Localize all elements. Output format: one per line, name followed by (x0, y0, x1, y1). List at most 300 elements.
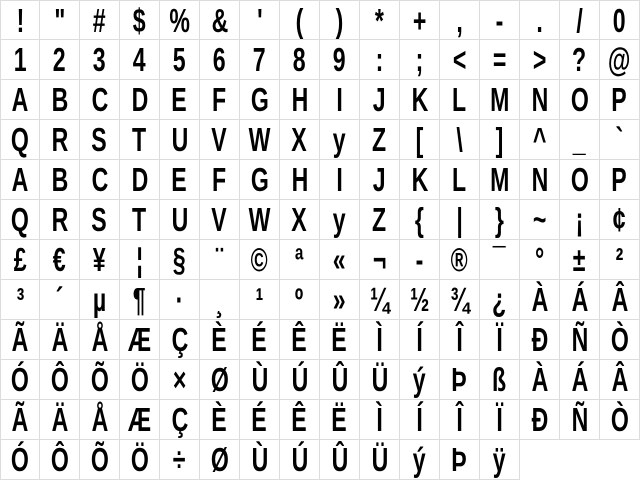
glyph: E (171, 161, 188, 198)
charmap-cell[interactable] (160, 320, 200, 360)
charmap-cell[interactable] (240, 160, 280, 200)
glyph: É (251, 321, 268, 358)
glyph: ) (335, 2, 344, 39)
charmap-cell[interactable] (120, 400, 160, 440)
charmap-cell[interactable] (160, 240, 200, 280)
charmap-cell[interactable] (320, 160, 360, 200)
charmap-cell[interactable] (480, 200, 520, 240)
glyph: C (91, 81, 108, 118)
glyph: Â (611, 281, 628, 318)
charmap-cell[interactable] (320, 240, 360, 280)
charmap-cell[interactable] (360, 240, 400, 280)
charmap-cell[interactable] (200, 400, 240, 440)
charmap-cell[interactable] (560, 280, 600, 320)
glyph: Q (11, 201, 29, 238)
charmap-cell[interactable] (480, 40, 520, 80)
glyph: ¹ (255, 281, 264, 318)
charmap-cell[interactable] (600, 400, 640, 440)
glyph: Z (372, 201, 387, 238)
glyph: N (531, 161, 548, 198)
charmap-cell[interactable] (280, 320, 320, 360)
charmap-cell[interactable] (200, 0, 240, 40)
charmap-cell[interactable] (240, 280, 280, 320)
charmap-cell[interactable] (600, 320, 640, 360)
charmap-cell[interactable] (320, 200, 360, 240)
charmap-cell[interactable] (600, 240, 640, 280)
glyph: Ó (11, 441, 29, 478)
charmap-cell[interactable] (0, 280, 40, 320)
charmap-cell[interactable] (600, 200, 640, 240)
charmap-cell[interactable] (360, 360, 400, 400)
glyph: K (411, 81, 428, 118)
glyph: B (51, 161, 68, 198)
charmap-cell[interactable] (360, 400, 400, 440)
glyph: 4 (133, 41, 146, 78)
glyph: Q (11, 121, 29, 158)
charmap-cell[interactable] (200, 80, 240, 120)
charmap-cell[interactable] (360, 0, 400, 40)
charmap-cell[interactable] (280, 0, 320, 40)
charmap-cell[interactable] (400, 120, 440, 160)
charmap-cell[interactable] (320, 80, 360, 120)
glyph: Æ (127, 401, 152, 438)
glyph: [ (415, 121, 424, 158)
charmap-cell[interactable] (240, 80, 280, 120)
glyph: Ú (291, 441, 308, 478)
charmap-cell[interactable] (280, 200, 320, 240)
glyph: Ì (376, 401, 383, 438)
charmap-cell[interactable] (560, 40, 600, 80)
charmap-cell[interactable] (440, 320, 480, 360)
glyph: 5 (173, 41, 186, 78)
charmap-cell[interactable] (0, 40, 40, 80)
charmap-cell[interactable] (280, 400, 320, 440)
glyph: M (489, 161, 510, 198)
charmap-cell[interactable] (320, 320, 360, 360)
charmap-cell[interactable] (80, 0, 120, 40)
glyph: Ü (371, 361, 388, 398)
charmap-cell[interactable] (240, 120, 280, 160)
glyph: . (536, 2, 543, 39)
glyph: ® (450, 241, 469, 278)
charmap-cell[interactable] (280, 280, 320, 320)
glyph: ½ (409, 281, 430, 318)
charmap-cell[interactable] (360, 80, 400, 120)
charmap-cell[interactable] (40, 160, 80, 200)
charmap-cell[interactable] (40, 240, 80, 280)
charmap-cell[interactable] (600, 40, 640, 80)
charmap-cell[interactable] (160, 200, 200, 240)
charmap-cell[interactable] (40, 120, 80, 160)
charmap-cell[interactable] (120, 80, 160, 120)
charmap-cell[interactable] (520, 80, 560, 120)
charmap-cell[interactable] (40, 40, 80, 80)
glyph: Ê (291, 321, 308, 358)
charmap-cell[interactable] (440, 120, 480, 160)
glyph: = (492, 41, 507, 78)
charmap-cell[interactable] (160, 160, 200, 200)
charmap-cell[interactable] (200, 200, 240, 240)
glyph: C (91, 161, 108, 198)
glyph: Ð (531, 401, 548, 438)
glyph: ¦ (136, 241, 143, 278)
glyph: @ (608, 41, 631, 78)
glyph: ³ (16, 281, 24, 318)
charmap-cell[interactable] (360, 280, 400, 320)
glyph: ÿ (493, 441, 506, 478)
charmap-cell[interactable] (160, 80, 200, 120)
charmap-cell[interactable] (0, 320, 40, 360)
charmap-cell[interactable] (200, 440, 240, 480)
charmap-cell[interactable] (400, 80, 440, 120)
glyph: Ô (50, 441, 69, 478)
charmap-cell[interactable] (320, 440, 360, 480)
glyph: > (532, 41, 547, 78)
charmap-cell[interactable] (320, 360, 360, 400)
charmap-cell[interactable] (80, 120, 120, 160)
charmap-cell[interactable] (160, 400, 200, 440)
charmap-cell[interactable] (120, 40, 160, 80)
charmap-cell[interactable] (560, 200, 600, 240)
charmap-cell[interactable] (560, 400, 600, 440)
glyph: 7 (253, 41, 266, 78)
charmap-cell[interactable] (0, 400, 40, 440)
charmap-cell[interactable] (240, 40, 280, 80)
glyph: § (173, 241, 186, 278)
charmap-cell[interactable] (80, 240, 120, 280)
charmap-cell[interactable] (160, 280, 200, 320)
charmap-cell[interactable] (200, 320, 240, 360)
empty-cell (560, 440, 600, 480)
charmap-cell[interactable] (80, 280, 120, 320)
glyph: D (131, 161, 148, 198)
glyph: º (295, 281, 304, 318)
glyph: 3 (93, 41, 106, 78)
glyph: E (171, 81, 188, 118)
charmap-cell[interactable] (40, 440, 80, 480)
glyph: \ (456, 121, 463, 158)
glyph: Þ (451, 361, 468, 398)
charmap-cell[interactable] (0, 200, 40, 240)
glyph: Ç (171, 401, 188, 438)
charmap-cell[interactable] (200, 40, 240, 80)
charmap-cell[interactable] (320, 280, 360, 320)
charmap-cell[interactable] (400, 200, 440, 240)
glyph: ¸ (215, 281, 224, 318)
charmap-cell[interactable] (360, 120, 400, 160)
glyph: Æ (127, 321, 152, 358)
charmap-cell[interactable] (400, 400, 440, 440)
charmap-cell[interactable] (360, 440, 400, 480)
charmap-cell[interactable] (480, 440, 520, 480)
glyph: ' (256, 2, 263, 39)
charmap-cell[interactable] (360, 200, 400, 240)
glyph: Õ (90, 441, 109, 478)
charmap-cell[interactable] (560, 360, 600, 400)
glyph: ý (413, 441, 426, 478)
charmap-cell[interactable] (240, 0, 280, 40)
charmap-cell[interactable] (240, 320, 280, 360)
charmap-cell[interactable] (120, 320, 160, 360)
glyph: A (11, 161, 29, 198)
glyph: ß (492, 361, 507, 398)
charmap-cell[interactable] (600, 160, 640, 200)
glyph: ´ (55, 281, 64, 318)
glyph: 8 (293, 41, 306, 78)
charmap-cell[interactable] (480, 80, 520, 120)
charmap-cell[interactable] (480, 280, 520, 320)
charmap-cell[interactable] (600, 360, 640, 400)
glyph: ¨ (215, 241, 224, 278)
charmap-cell[interactable] (320, 120, 360, 160)
charmap-cell[interactable] (200, 240, 240, 280)
glyph: _ (573, 121, 586, 158)
glyph: / (576, 2, 583, 39)
charmap-cell[interactable] (200, 120, 240, 160)
glyph: ÷ (173, 441, 186, 478)
glyph: Z (372, 121, 387, 158)
charmap-cell[interactable] (440, 400, 480, 440)
glyph: Ø (210, 361, 229, 398)
glyph: { (415, 201, 424, 238)
glyph: Ð (531, 321, 548, 358)
charmap-cell[interactable] (520, 360, 560, 400)
charmap-cell[interactable] (440, 360, 480, 400)
charmap-cell[interactable] (520, 40, 560, 80)
charmap-cell[interactable] (400, 440, 440, 480)
charmap-cell[interactable] (440, 80, 480, 120)
charmap-cell[interactable] (440, 440, 480, 480)
charmap-cell[interactable] (280, 240, 320, 280)
charmap-cell[interactable] (560, 320, 600, 360)
charmap-cell[interactable] (440, 280, 480, 320)
charmap-cell[interactable] (480, 0, 520, 40)
charmap-cell[interactable] (240, 400, 280, 440)
charmap-cell[interactable] (520, 160, 560, 200)
glyph: ° (534, 241, 545, 278)
charmap-cell[interactable] (120, 280, 160, 320)
charmap-cell[interactable] (0, 240, 40, 280)
charmap-cell[interactable] (0, 160, 40, 200)
glyph: * (375, 2, 384, 39)
charmap-cell[interactable] (240, 440, 280, 480)
charmap-cell[interactable] (160, 40, 200, 80)
glyph: ¬ (372, 241, 387, 278)
charmap-cell[interactable] (0, 120, 40, 160)
charmap-cell[interactable] (520, 240, 560, 280)
charmap-cell[interactable] (400, 40, 440, 80)
charmap-cell[interactable] (600, 80, 640, 120)
glyph: ¼ (369, 281, 390, 318)
glyph: Ï (496, 401, 503, 438)
charmap-cell[interactable] (40, 80, 80, 120)
charmap-cell[interactable] (160, 360, 200, 400)
glyph: J (373, 161, 386, 198)
glyph: Ã (11, 401, 29, 438)
charmap-cell[interactable] (520, 280, 560, 320)
charmap-cell[interactable] (120, 240, 160, 280)
charmap-cell[interactable] (120, 120, 160, 160)
charmap-cell[interactable] (80, 40, 120, 80)
glyph: ± (573, 241, 586, 278)
charmap-cell[interactable] (160, 440, 200, 480)
glyph: H (291, 81, 308, 118)
glyph: Þ (451, 441, 468, 478)
glyph: < (452, 41, 467, 78)
charmap-cell[interactable] (40, 400, 80, 440)
charmap-cell[interactable] (40, 200, 80, 240)
glyph: H (291, 161, 308, 198)
glyph: T (132, 201, 147, 238)
charmap-cell[interactable] (0, 0, 40, 40)
glyph: Û (331, 441, 348, 478)
glyph: R (51, 201, 68, 238)
charmap-cell[interactable] (440, 160, 480, 200)
glyph: Í (416, 401, 423, 438)
charmap-cell[interactable] (440, 200, 480, 240)
glyph: È (211, 321, 228, 358)
glyph: P (611, 81, 628, 118)
charmap-cell[interactable] (480, 120, 520, 160)
glyph: Ã (11, 321, 29, 358)
charmap-cell[interactable] (80, 200, 120, 240)
charmap-cell[interactable] (520, 0, 560, 40)
charmap-cell[interactable] (120, 200, 160, 240)
glyph: Ä (51, 401, 68, 438)
glyph: 0 (613, 2, 626, 39)
charmap-cell[interactable] (200, 360, 240, 400)
charmap-cell[interactable] (80, 400, 120, 440)
charmap-cell[interactable] (40, 0, 80, 40)
charmap-cell[interactable] (40, 360, 80, 400)
charmap-cell[interactable] (160, 120, 200, 160)
glyph: W (248, 121, 271, 158)
charmap-cell[interactable] (400, 160, 440, 200)
glyph: × (172, 361, 187, 398)
charmap-cell[interactable] (0, 360, 40, 400)
charmap-cell[interactable] (0, 440, 40, 480)
charmap-cell[interactable] (120, 160, 160, 200)
charmap-cell[interactable] (240, 360, 280, 400)
glyph: | (456, 201, 463, 238)
glyph: - (415, 241, 424, 278)
charmap-cell[interactable] (600, 120, 640, 160)
charmap-cell[interactable] (400, 0, 440, 40)
charmap-cell[interactable] (360, 160, 400, 200)
charmap-cell[interactable] (360, 40, 400, 80)
charmap-cell[interactable] (160, 0, 200, 40)
charmap-cell[interactable] (520, 200, 560, 240)
charmap-cell[interactable] (240, 200, 280, 240)
charmap-cell[interactable] (80, 80, 120, 120)
glyph: D (131, 81, 148, 118)
glyph: È (211, 401, 228, 438)
charmap-cell[interactable] (320, 0, 360, 40)
charmap-cell[interactable] (560, 160, 600, 200)
glyph: - (495, 2, 504, 39)
glyph: € (53, 241, 66, 278)
glyph: À (531, 281, 548, 318)
charmap-cell[interactable] (120, 440, 160, 480)
glyph: + (412, 2, 427, 39)
charmap-cell[interactable] (280, 40, 320, 80)
charmap-cell[interactable] (80, 360, 120, 400)
charmap-cell[interactable] (280, 160, 320, 200)
charmap-cell[interactable] (80, 160, 120, 200)
glyph: ¡ (575, 201, 584, 238)
glyph: 9 (333, 41, 346, 78)
charmap-cell[interactable] (200, 160, 240, 200)
charmap-cell[interactable] (480, 160, 520, 200)
charmap-cell[interactable] (440, 240, 480, 280)
glyph: ¿ (492, 281, 507, 318)
charmap-cell[interactable] (400, 360, 440, 400)
glyph: Õ (90, 361, 109, 398)
charmap-cell[interactable] (280, 440, 320, 480)
charmap-cell[interactable] (440, 40, 480, 80)
charmap-cell[interactable] (320, 400, 360, 440)
glyph: « (333, 241, 346, 278)
charmap-cell[interactable] (280, 120, 320, 160)
charmap-cell[interactable] (560, 0, 600, 40)
glyph: } (495, 201, 504, 238)
charmap-cell[interactable] (240, 240, 280, 280)
charmap-cell[interactable] (520, 120, 560, 160)
charmap-cell[interactable] (400, 280, 440, 320)
charmap-cell[interactable] (400, 240, 440, 280)
charmap-cell[interactable] (400, 320, 440, 360)
charmap-cell[interactable] (40, 320, 80, 360)
glyph: G (250, 81, 269, 118)
empty-cell (600, 440, 640, 480)
charmap-cell[interactable] (120, 0, 160, 40)
charmap-cell[interactable] (440, 0, 480, 40)
charmap-cell[interactable] (480, 320, 520, 360)
glyph: Ç (171, 321, 188, 358)
glyph: Î (456, 321, 463, 358)
charmap-cell[interactable] (520, 320, 560, 360)
charmap-cell[interactable] (600, 280, 640, 320)
glyph: X (291, 121, 308, 158)
charmap-cell[interactable] (320, 40, 360, 80)
glyph: y (333, 201, 346, 238)
glyph: ( (295, 2, 304, 39)
glyph: Á (571, 361, 588, 398)
glyph: ¶ (133, 281, 146, 318)
charmap-cell[interactable] (480, 240, 520, 280)
charmap-cell[interactable] (280, 80, 320, 120)
charmap-cell[interactable] (80, 440, 120, 480)
glyph: Ï (496, 321, 503, 358)
charmap-cell[interactable] (120, 360, 160, 400)
charmap-cell[interactable] (520, 400, 560, 440)
charmap-cell[interactable] (0, 80, 40, 120)
charmap-cell[interactable] (480, 360, 520, 400)
charmap-cell[interactable] (600, 0, 640, 40)
charmap-cell[interactable] (360, 320, 400, 360)
glyph: Å (91, 401, 108, 438)
charmap-cell[interactable] (560, 240, 600, 280)
charmap-cell[interactable] (200, 280, 240, 320)
glyph: , (456, 2, 463, 39)
charmap-cell[interactable] (560, 120, 600, 160)
charmap-cell[interactable] (80, 320, 120, 360)
charmap-cell[interactable] (560, 80, 600, 120)
charmap-cell[interactable] (280, 360, 320, 400)
charmap-cell[interactable] (40, 280, 80, 320)
charmap-cell[interactable] (480, 400, 520, 440)
glyph: R (51, 121, 68, 158)
